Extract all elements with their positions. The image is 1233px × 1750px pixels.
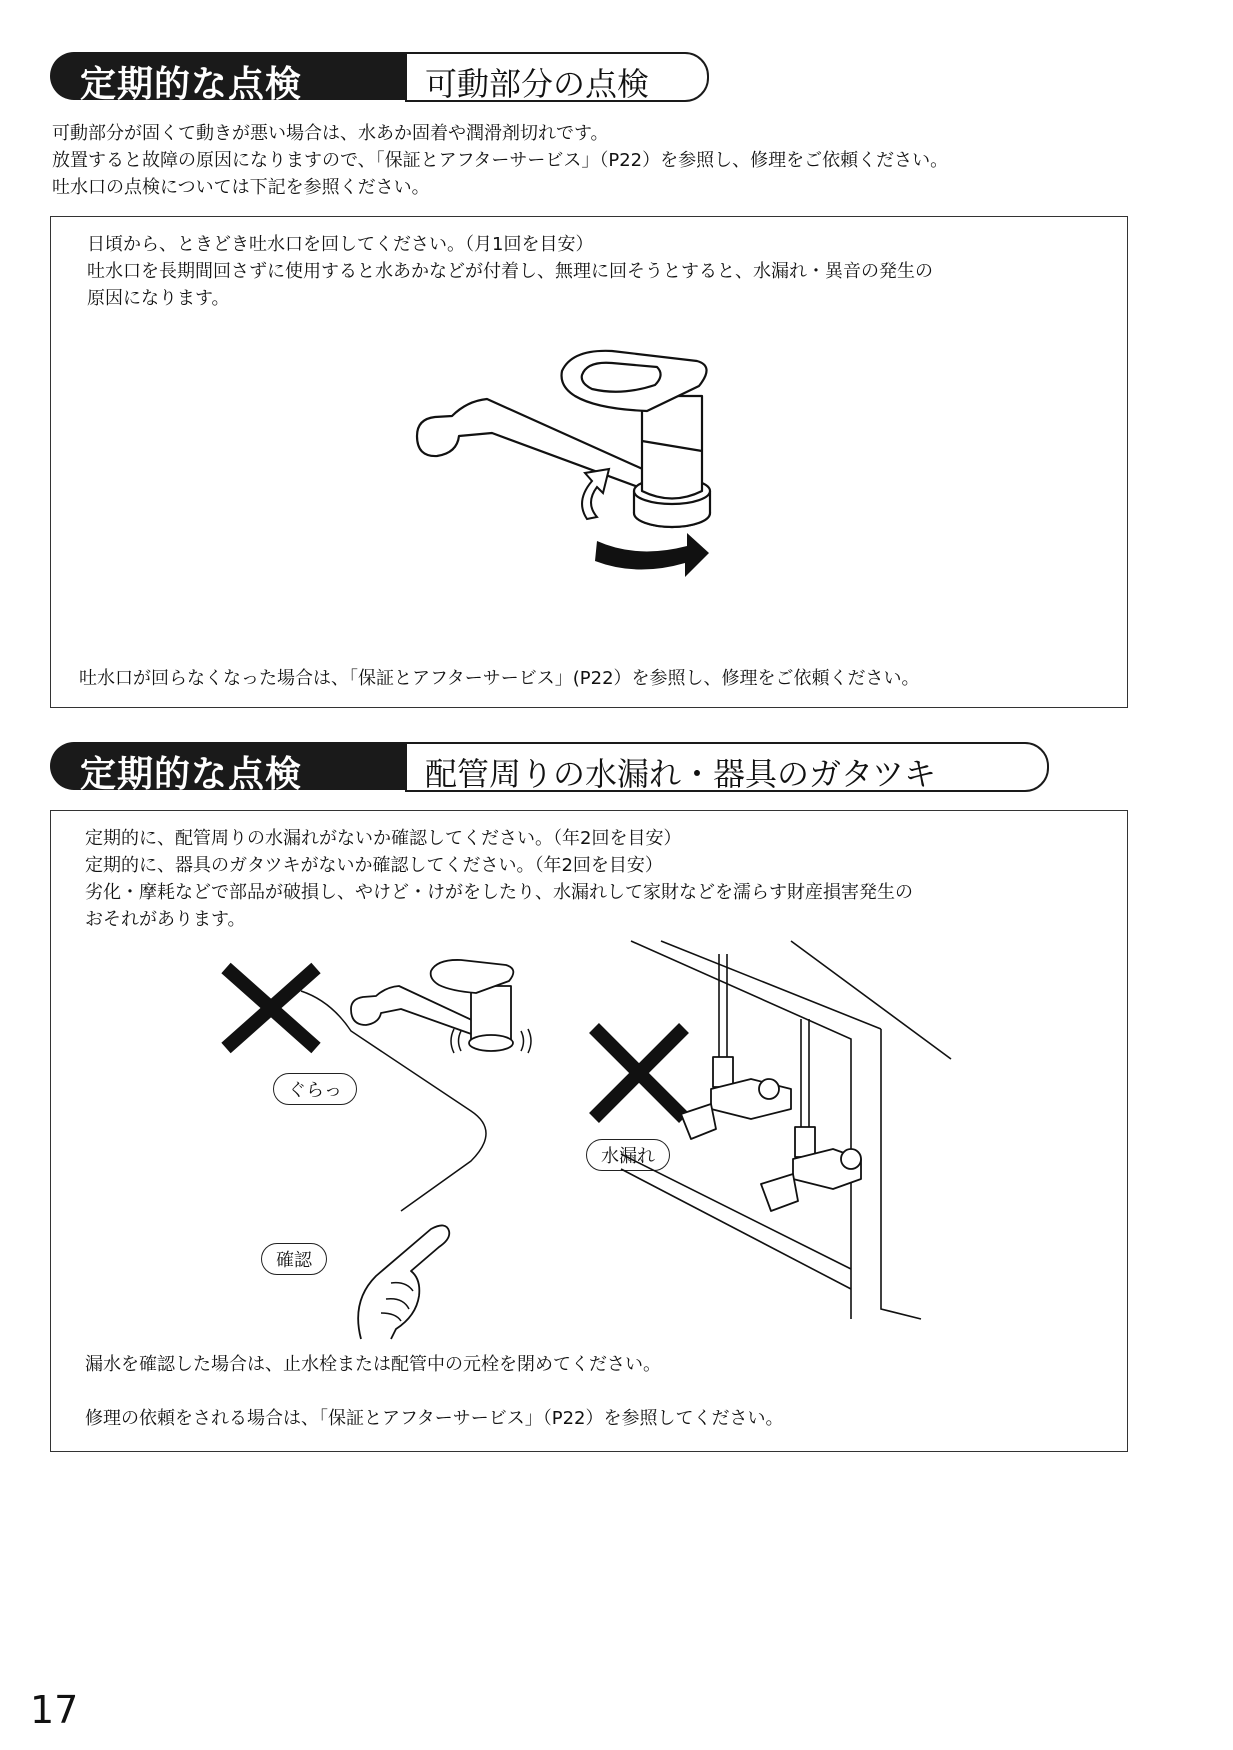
footer-line: 漏水を確認した場合は、止水栓または配管中の元栓を閉めてください。 <box>85 1354 661 1375</box>
under-sink-piping-illustration <box>621 939 961 1319</box>
box-line: 日頃から、ときどき吐水口を回してください。（月1回を目安） <box>87 234 594 255</box>
footer-line: 修理の依頼をされる場合は、「保証とアフターサービス」（P22）を参照してください。 <box>85 1408 784 1429</box>
section1-box <box>50 216 1128 708</box>
section1-header-dark-text: 定期的な点検 <box>80 64 303 105</box>
box-line: 原因になります。 <box>87 288 230 309</box>
box-line: 定期的に、配管周りの水漏れがないか確認してください。（年2回を目安） <box>85 828 682 849</box>
section1-box-text <box>87 231 933 312</box>
section2-box-text <box>85 825 913 933</box>
section1-intro <box>52 120 948 201</box>
section1-header-light-text: 可動部分の点検 <box>425 65 650 103</box>
faucet-rotate-illustration <box>397 341 737 601</box>
section1-header-dark <box>50 52 410 105</box>
box-line: 吐水口を長期間回さずに使用すると水あかなどが付着し、無理に回そうとすると、水漏れ・異音の発生の <box>87 261 933 282</box>
check-tag: 確認 <box>261 1243 327 1275</box>
section1-header <box>50 52 710 105</box>
leak-tag: 水漏れ <box>586 1139 670 1171</box>
section1-box-footer: 吐水口が回らなくなった場合は、「保証とアフターサービス」(P22）を参照し、修理をご依頼ください。 <box>79 668 920 689</box>
intro-line: 吐水口の点検については下記を参照ください。 <box>52 177 430 198</box>
section1-header-light <box>405 52 709 102</box>
section2-footer <box>85 1351 784 1432</box>
intro-line: 放置すると故障の原因になりますので、「保証とアフターサービス」（P22）を参照し、修理をご依頼ください。 <box>52 150 949 171</box>
box-line: 劣化・摩耗などで部品が破損し、やけど・けがをしたり、水漏れして家財などを濡らす財産損害発生の <box>85 882 913 903</box>
box-line: おそれがあります。 <box>85 909 246 930</box>
intro-line: 可動部分が固くて動きが悪い場合は、水あか固着や潤滑剤切れです。 <box>52 123 609 144</box>
pointing-hand-icon <box>351 1221 461 1341</box>
section2-box <box>50 810 1128 1452</box>
section2-header-dark-text: 定期的な点検 <box>80 754 303 795</box>
section2-header <box>50 742 1050 795</box>
section2-header-dark <box>50 742 410 795</box>
section2-header-light-text: 配管周りの水漏れ・器具のガタツキ <box>425 755 937 793</box>
box-line: 定期的に、器具のガタツキがないか確認してください。（年2回を目安） <box>85 855 663 876</box>
page-number: 17 <box>30 1688 79 1732</box>
section2-header-light <box>405 742 1049 792</box>
wobble-tag: ぐらっ <box>273 1073 357 1105</box>
